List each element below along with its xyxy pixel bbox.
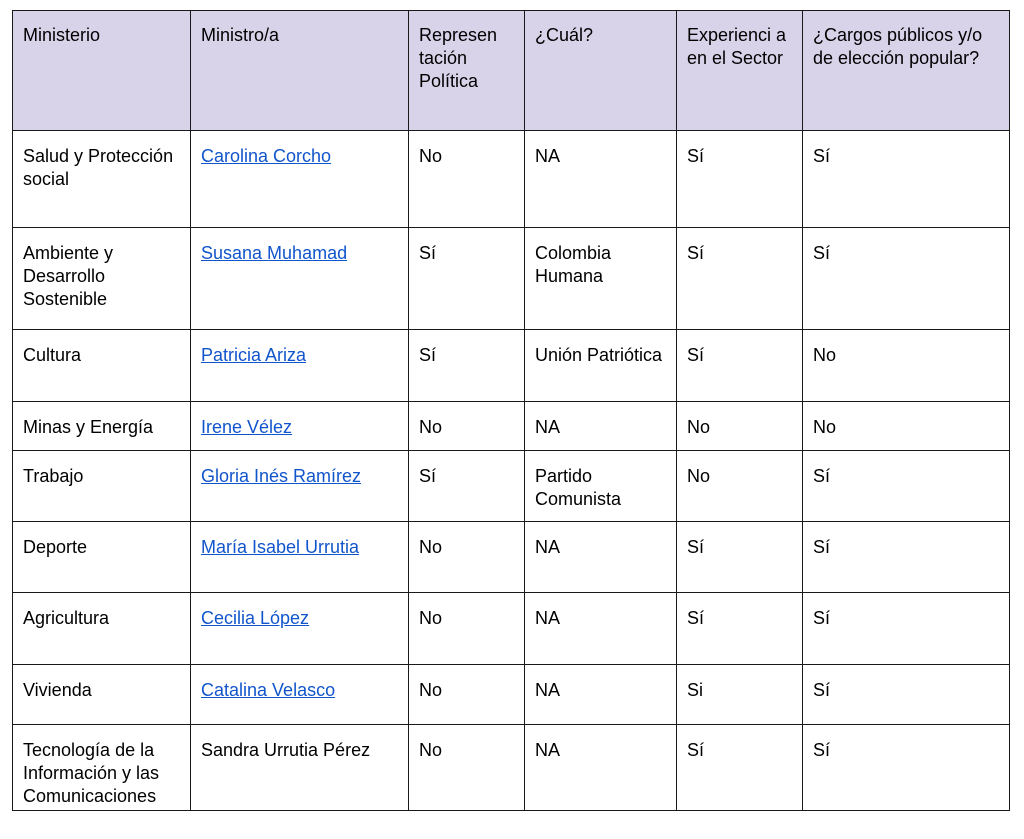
cell-cargos: Sí [803, 593, 1010, 665]
cell-experiencia: Si [677, 665, 803, 725]
cell-cual: NA [525, 665, 677, 725]
cell-cual: NA [525, 522, 677, 593]
cell-representacion: No [409, 402, 525, 451]
cell-ministerio: Minas y Energía [13, 402, 191, 451]
table-row [13, 593, 1010, 665]
minister-link[interactable]: Carolina Corcho [201, 146, 332, 166]
cell-ministro [191, 593, 409, 665]
cell-cual: NA [525, 131, 677, 228]
cell-cual: Unión Patriótica [525, 330, 677, 402]
ministers-table [12, 10, 1010, 811]
cell-cual: NA [525, 593, 677, 665]
cell-representacion: Sí [409, 451, 525, 522]
cell-cargos: Sí [803, 131, 1010, 228]
table-row [13, 451, 1010, 522]
cell-cual: Colombia Humana [525, 228, 677, 330]
cell-experiencia: Sí [677, 131, 803, 228]
cell-ministerio: Cultura [13, 330, 191, 402]
header-representacion: Represen tación Política [409, 11, 525, 131]
cell-cual: NA [525, 402, 677, 451]
cell-cargos: Sí [803, 522, 1010, 593]
cell-cual: NA [525, 725, 677, 811]
minister-link[interactable]: María Isabel Urrutia [201, 537, 360, 557]
cell-ministerio: Deporte [13, 522, 191, 593]
cell-representacion: No [409, 522, 525, 593]
cell-experiencia: Sí [677, 228, 803, 330]
cell-cargos: No [803, 330, 1010, 402]
cell-representacion: No [409, 725, 525, 811]
table-row [13, 228, 1010, 330]
cell-ministerio: Tecnología de la Información y las Comunicaciones [13, 725, 191, 811]
cell-ministro [191, 522, 409, 593]
table-row [13, 131, 1010, 228]
minister-link[interactable]: Gloria Inés Ramírez [201, 466, 362, 486]
cell-ministro [191, 665, 409, 725]
cell-ministro: Sandra Urrutia Pérez [191, 725, 409, 811]
header-ministro: Ministro/a [191, 11, 409, 131]
minister-link[interactable]: Catalina Velasco [201, 680, 336, 700]
cell-representacion: Sí [409, 330, 525, 402]
header-cargos: ¿Cargos públicos y/o de elección popular? [803, 11, 1010, 131]
cell-representacion: Sí [409, 228, 525, 330]
cell-experiencia: Sí [677, 593, 803, 665]
cell-cargos: Sí [803, 451, 1010, 522]
minister-link[interactable]: Cecilia López [201, 608, 310, 628]
cell-experiencia: Sí [677, 330, 803, 402]
cell-ministro [191, 131, 409, 228]
minister-link[interactable]: Patricia Ariza [201, 345, 307, 365]
header-cual: ¿Cuál? [525, 11, 677, 131]
cell-ministerio: Ambiente y Desarrollo Sostenible [13, 228, 191, 330]
table-row [13, 725, 1010, 811]
header-experiencia: Experienci a en el Sector [677, 11, 803, 131]
cell-ministro [191, 330, 409, 402]
table-row [13, 402, 1010, 451]
cell-experiencia: No [677, 402, 803, 451]
minister-link[interactable]: Susana Muhamad [201, 243, 348, 263]
cell-cargos: Sí [803, 228, 1010, 330]
cell-ministerio: Trabajo [13, 451, 191, 522]
cell-experiencia: No [677, 451, 803, 522]
cell-ministerio: Salud y Protección social [13, 131, 191, 228]
cell-cargos: Sí [803, 725, 1010, 811]
header-ministerio: Ministerio [13, 11, 191, 131]
cell-ministro [191, 228, 409, 330]
minister-link[interactable]: Irene Vélez [201, 417, 293, 437]
table-row [13, 522, 1010, 593]
cell-representacion: No [409, 131, 525, 228]
cell-representacion: No [409, 593, 525, 665]
table-row [13, 665, 1010, 725]
header-row [13, 11, 1010, 131]
cell-ministro [191, 451, 409, 522]
cell-cargos: No [803, 402, 1010, 451]
cell-ministerio: Agricultura [13, 593, 191, 665]
cell-representacion: No [409, 665, 525, 725]
cell-ministro [191, 402, 409, 451]
cell-ministerio: Vivienda [13, 665, 191, 725]
cell-experiencia: Sí [677, 725, 803, 811]
table-row [13, 330, 1010, 402]
cell-experiencia: Sí [677, 522, 803, 593]
cell-cargos: Sí [803, 665, 1010, 725]
cell-cual: Partido Comunista [525, 451, 677, 522]
